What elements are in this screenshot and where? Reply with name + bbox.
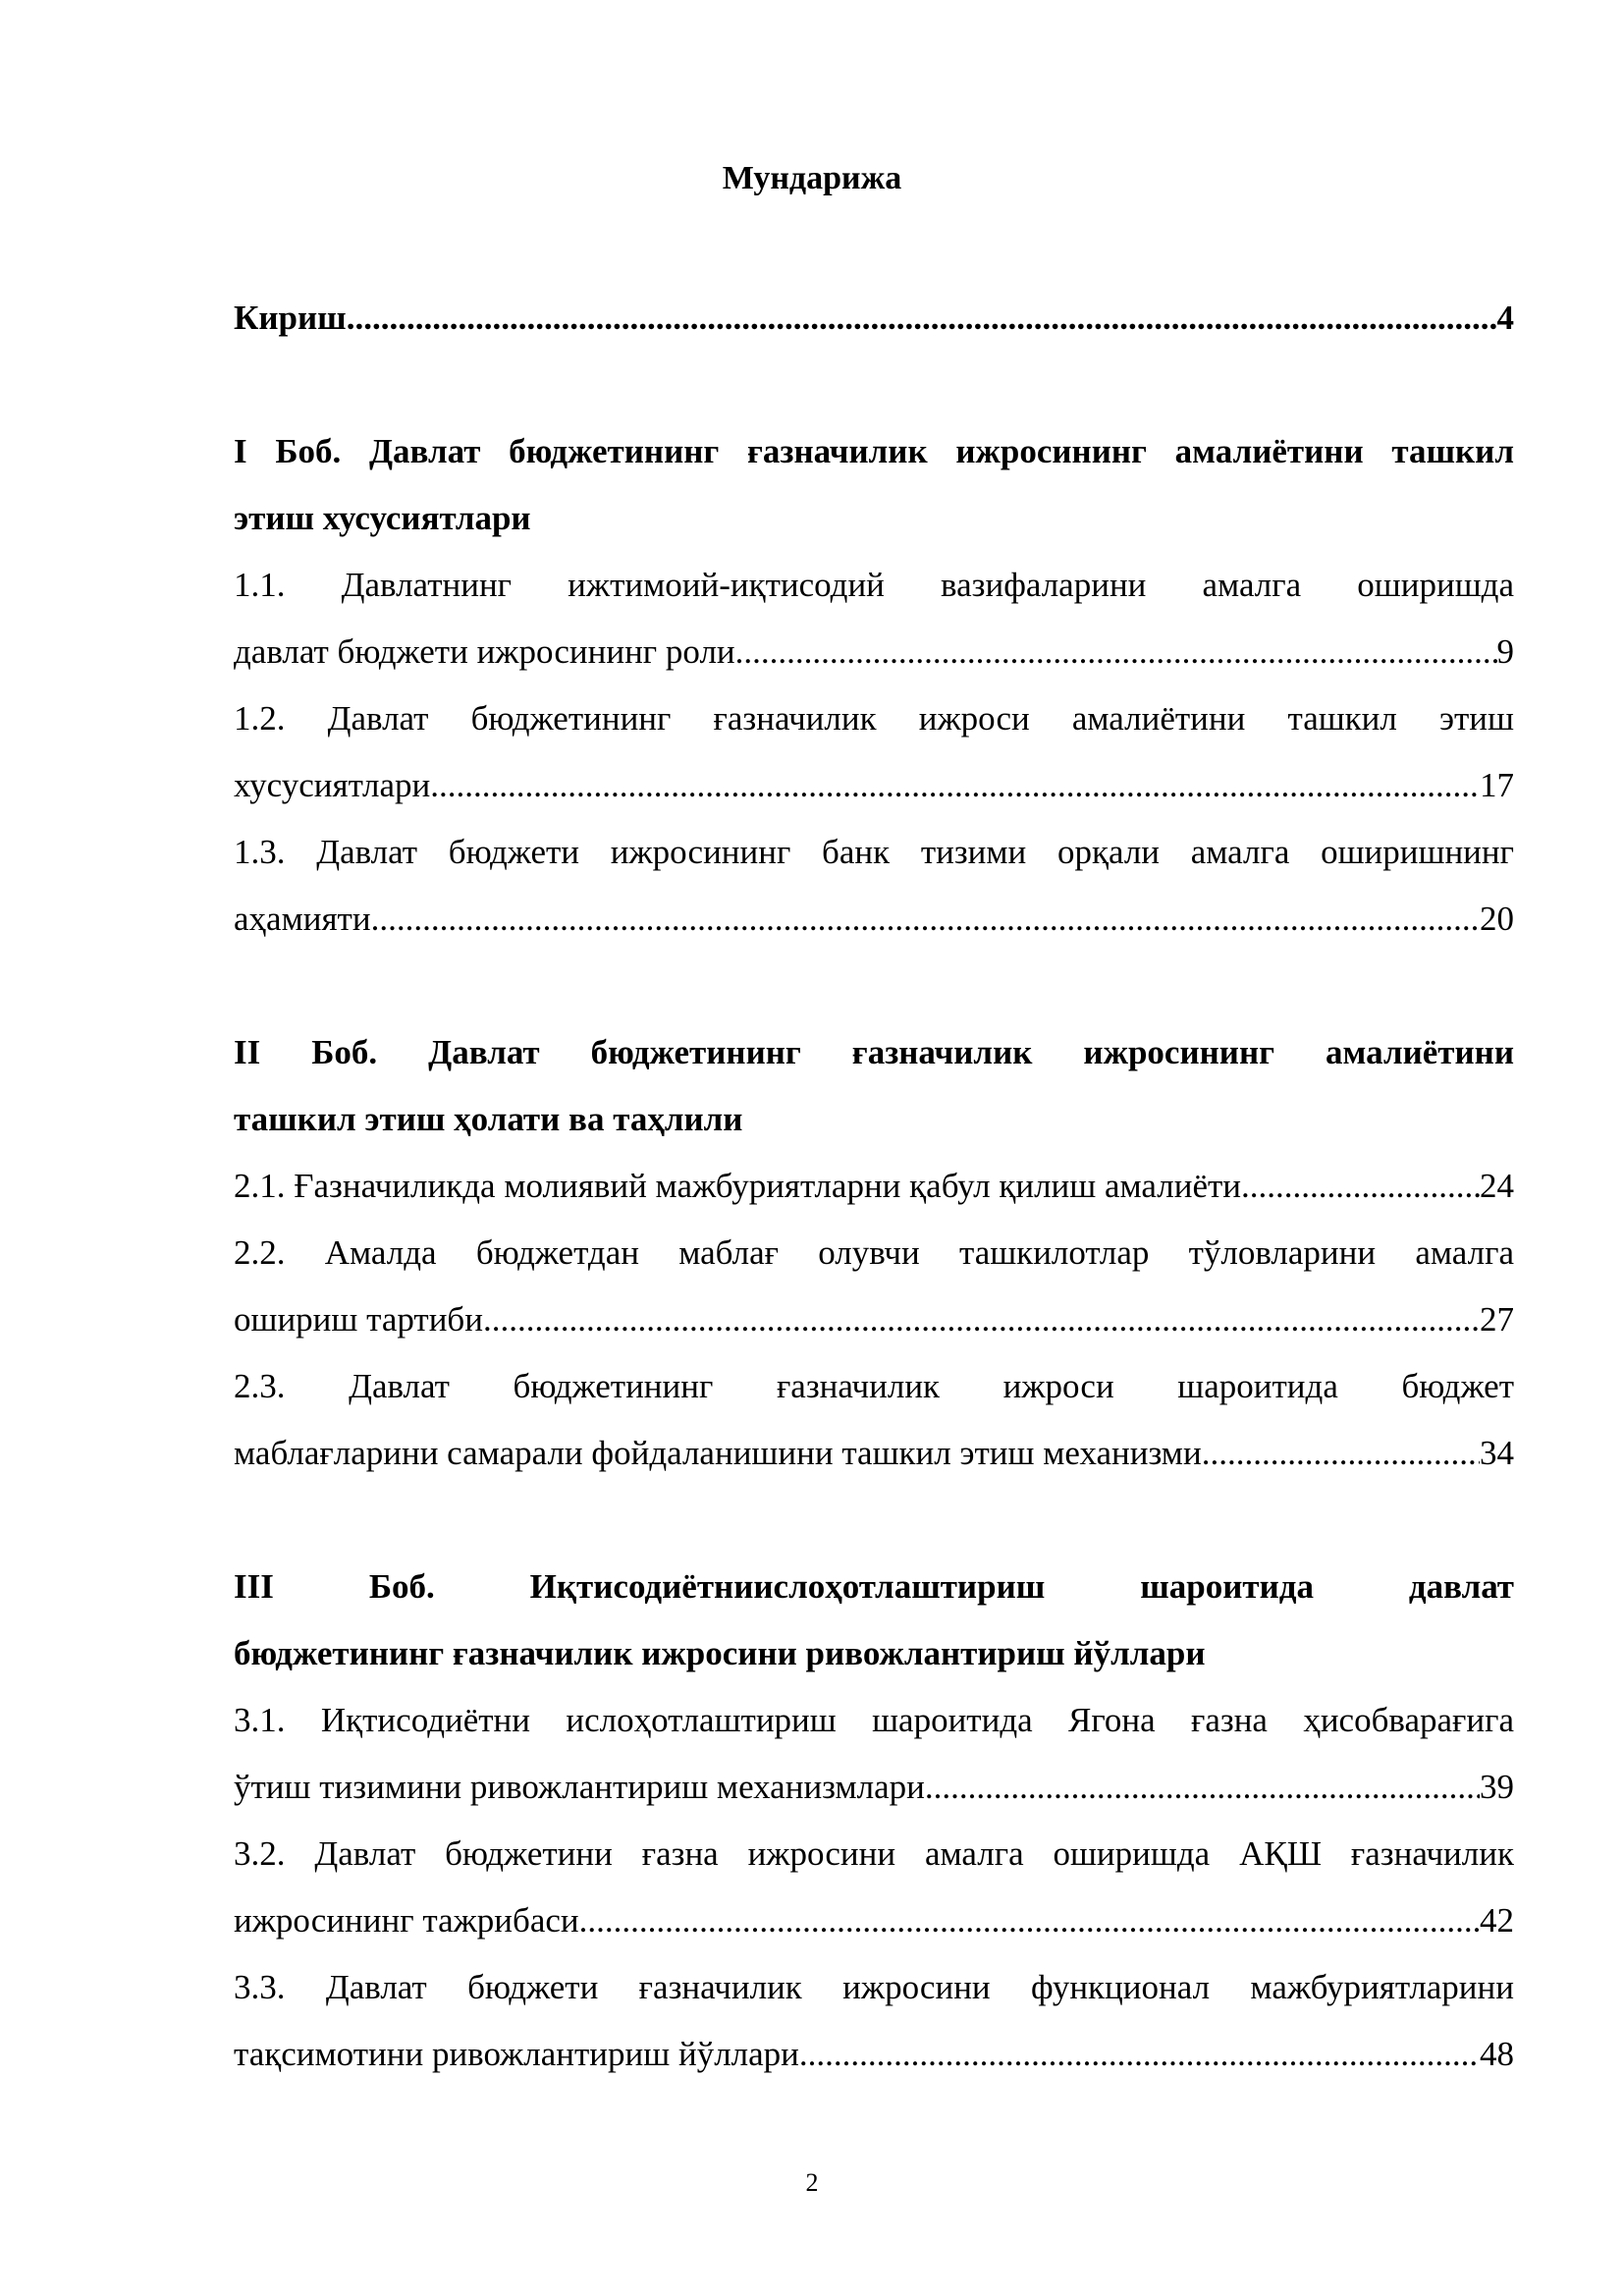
spacer [234, 953, 1514, 1019]
spacer [234, 1487, 1514, 1554]
toc-entry-section-1-3[interactable] [234, 886, 1514, 953]
toc-page-number: 9 [1496, 632, 1514, 671]
toc-page-number: 20 [1480, 900, 1514, 938]
toc-section-line: 3.2. Давлат бюджетини ғазна ижросини амалга оширишда АҚШ ғазначилик [234, 1834, 1514, 1873]
dot-leader [1202, 1420, 1480, 1487]
toc-entry-section-3-3[interactable] [234, 2021, 1514, 2088]
toc-section-line: 1.1. Давлатнинг ижтимоий-иқтисодий вазифаларини амалга оширишда [234, 566, 1514, 604]
toc-entry-section-1-2[interactable] [234, 752, 1514, 819]
toc-section-line: 2.3. Давлат бюджетининг ғазначилик ижроси шароитида бюджет [234, 1367, 1514, 1405]
toc-entry-label: хусусиятлари [234, 766, 431, 804]
toc-entry-label: тақсимотини ривожлантириш йўллари [234, 2035, 799, 2073]
chapter-heading-line: ташкил этиш ҳолати ва таҳлили [234, 1100, 743, 1138]
page-number: 2 [805, 2168, 819, 2197]
spacer [234, 352, 1514, 418]
toc-entry-label: аҳамияти [234, 900, 371, 938]
toc-entry-section-2-2[interactable] [234, 1286, 1514, 1353]
chapter-heading-line: II Боб. Давлат бюджетининг ғазначилик ижросининг амалиётини [234, 1033, 1514, 1071]
toc-section-line: 3.3. Давлат бюджети ғазначилик ижросини функционал мажбуриятларини [234, 1968, 1514, 2006]
toc-page-number: 48 [1480, 2035, 1514, 2073]
toc-page-number: 27 [1480, 1300, 1514, 1339]
toc-entry-label: ижросининг тажрибаси [234, 1901, 579, 1940]
toc-section-line: 2.2. Амалда бюджетдан маблағ олувчи ташкилотлар тўловларини амалга [234, 1233, 1514, 1272]
dot-leader [799, 2021, 1480, 2088]
toc-entry-section-2-3[interactable] [234, 1420, 1514, 1487]
table-of-contents [234, 285, 1514, 2088]
toc-entry-label: Кириш [234, 299, 347, 337]
chapter-heading-line: бюджетининг ғазначилик ижросини ривожлантириш йўллари [234, 1634, 1206, 1672]
toc-entry-section-2-1[interactable] [234, 1153, 1514, 1220]
toc-entry-label: маблағларини самарали фойдаланишини ташкил этиш механизми [234, 1434, 1202, 1472]
toc-entry-label: ўтиш тизимини ривожлантириш механизмлари [234, 1768, 925, 1806]
toc-page-number: 39 [1480, 1768, 1514, 1806]
toc-section-line: 3.1. Иқтисодиётни ислоҳотлаштириш шароитида Ягона ғазна ҳисобварағига [234, 1701, 1514, 1739]
dot-leader [1241, 1153, 1480, 1220]
toc-page-number: 42 [1480, 1901, 1514, 1940]
toc-entry-section-3-1[interactable] [234, 1754, 1514, 1821]
page-title: Мундарижа [722, 160, 902, 196]
toc-section-line: 1.3. Давлат бюджети ижросининг банк тизими орқали амалга оширишнинг [234, 833, 1514, 871]
toc-page-number: 24 [1480, 1167, 1514, 1205]
toc-page-number: 4 [1496, 299, 1514, 337]
toc-entry-intro[interactable] [234, 285, 1514, 352]
toc-page-number: 17 [1480, 766, 1514, 804]
toc-entry-section-1-1[interactable] [234, 619, 1514, 685]
toc-section-line: 1.2. Давлат бюджетининг ғазначилик ижроси амалиётини ташкил этиш [234, 699, 1514, 738]
dot-leader [371, 886, 1480, 953]
dot-leader [430, 752, 1480, 819]
toc-page-number: 34 [1480, 1434, 1514, 1472]
dot-leader [735, 619, 1497, 685]
dot-leader [483, 1286, 1480, 1353]
chapter-heading-line: I Боб. Давлат бюджетининг ғазначилик ижросининг амалиётини ташкил [234, 432, 1514, 470]
toc-entry-label: ошириш тартиби [234, 1300, 483, 1339]
dot-leader [925, 1754, 1480, 1821]
dot-leader [347, 285, 1497, 352]
toc-entry-label: 2.1. Ғазначиликда молиявий мажбуриятларни қабул қилиш амалиёти [234, 1167, 1242, 1205]
chapter-heading-line: этиш хусусиятлари [234, 499, 531, 537]
dot-leader [579, 1887, 1480, 1954]
toc-entry-section-3-2[interactable] [234, 1887, 1514, 1954]
toc-entry-label: давлат бюджети ижросининг роли [234, 632, 735, 671]
chapter-heading-line: III Боб. Иқтисодиётниислоҳотлаштириш шароитида давлат [234, 1567, 1514, 1606]
